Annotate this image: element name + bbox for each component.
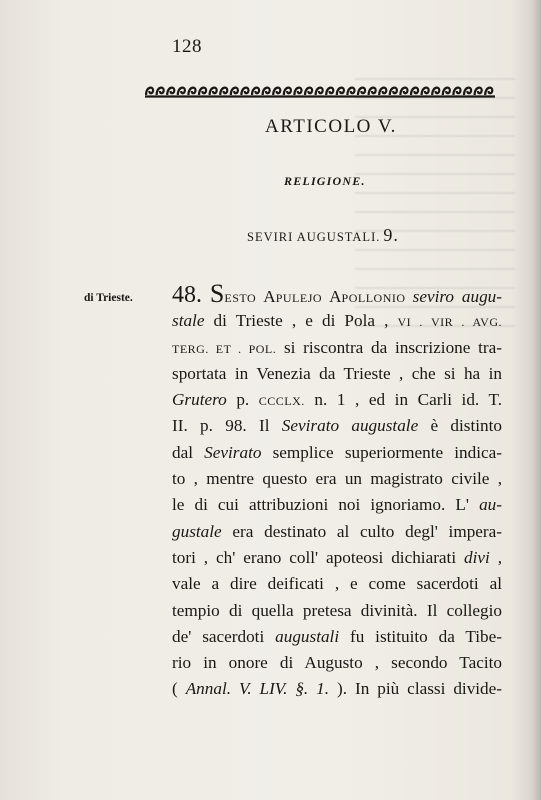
text-line-8: to , mentre questo era un magistrato civile , [172, 469, 502, 489]
text-line-1: 48. SESTO APULEJO APOLLONIO seviro augu- [172, 279, 502, 308]
paragraph-number: 48. [172, 282, 202, 308]
text-line-16: ( Annal. V. LIV. §. 1. ). In più classi divide- [172, 679, 503, 699]
section-title [247, 225, 399, 246]
text-line-9: le di cui attribuzioni noi ignoriamo. L' au- [172, 495, 502, 515]
section-label: SEVIRI AUGUSTALI. [247, 230, 381, 244]
text-line-13: tempio di quella pretesa divinità. Il collegio [172, 600, 502, 620]
article-heading: ARTICOLO V. [265, 116, 397, 137]
text-line-14: de' sacerdoti augustali fu istituito da Tibe- [172, 626, 503, 646]
text-line-2: stale di Trieste , e di Pola , VI . VIR . AVG. [172, 311, 502, 331]
text-line-10: gustale era destinato al culto degl' impera- [172, 521, 502, 541]
wave-ornament-rule [145, 84, 495, 98]
paragraph-48 [172, 279, 503, 703]
text-line-5: Grutero p. CCCLX. n. 1 , ed in Carli id. T. [172, 390, 503, 410]
page-number: 128 [172, 36, 202, 57]
text-line-11: tori , ch' erano coll' apoteosi dichiarati divi , [172, 547, 502, 567]
text-line-7: dal Sevirato semplice superiormente indica- [172, 442, 503, 462]
section-number: 9. [383, 225, 399, 245]
margin-note: di Trieste. [84, 292, 133, 304]
page-gutter-shadow [511, 0, 541, 800]
initial-capital: S [209, 279, 225, 308]
text-line-4: sportata in Venezia da Trieste , che si ha in [172, 363, 502, 383]
text-line-15: rio in onore di Augusto , secondo Tacito [172, 653, 502, 673]
text-line-3: TERG. ET . POL. si riscontra da inscrizione tra- [172, 337, 502, 357]
text-line-6: II. p. 98. Il Sevirato augustale è distinto [172, 416, 503, 436]
text-line-12: vale a dire deificati , e come sacerdoti al [172, 574, 502, 594]
article-subheading: RELIGIONE. [284, 174, 366, 188]
